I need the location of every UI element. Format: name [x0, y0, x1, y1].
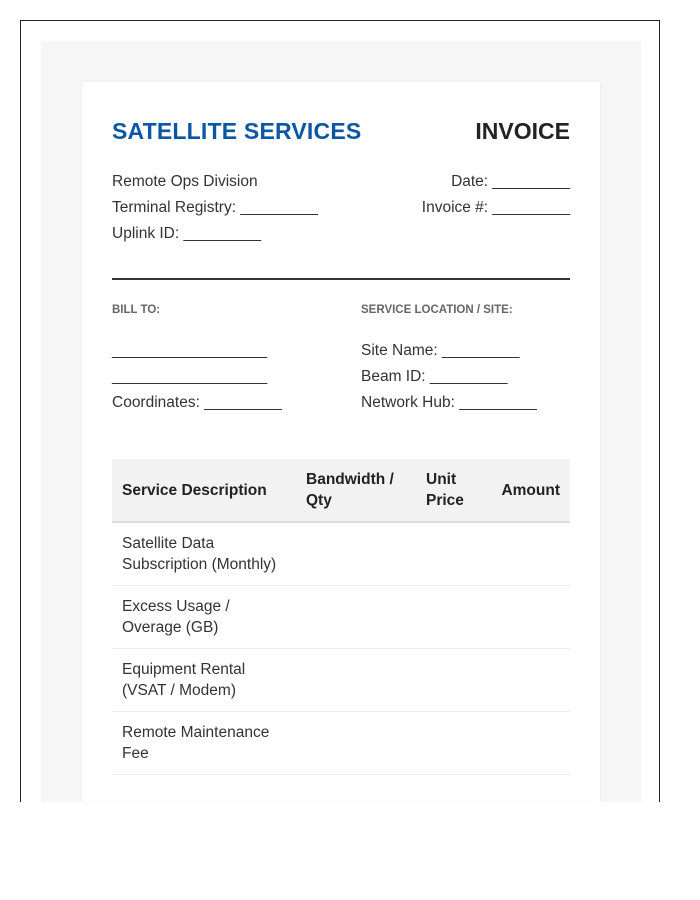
column-header-qty: Bandwidth / Qty: [296, 459, 416, 522]
column-header-description: Service Description: [112, 459, 296, 522]
row-amount: [489, 586, 570, 649]
table-row: [112, 586, 570, 649]
coordinates-line: Coordinates: _________: [112, 394, 282, 411]
table-row: [112, 522, 570, 586]
bill-to-block: [112, 338, 282, 416]
row-amount: [489, 522, 570, 586]
row-description: Excess Usage / Overage (GB): [112, 586, 296, 649]
service-location-block: [361, 338, 537, 416]
row-qty: [296, 586, 416, 649]
document-title: INVOICE: [475, 118, 570, 144]
table-row: [112, 649, 570, 712]
bill-to-heading: BILL TO:: [112, 304, 161, 316]
row-description: Satellite Data Subscription (Monthly): [112, 522, 296, 586]
header-divider: [112, 278, 570, 280]
row-qty: [296, 649, 416, 712]
bill-to-line: __________________: [112, 368, 268, 385]
date-line: Date: _________: [451, 173, 570, 190]
site-name-line: Site Name: _________: [361, 342, 520, 359]
bill-to-line: __________________: [112, 342, 268, 359]
terminal-registry-line: Terminal Registry: _________: [112, 199, 318, 216]
table-row: [112, 712, 570, 775]
row-unit-price: [416, 712, 489, 775]
row-unit-price: [416, 586, 489, 649]
row-qty: [296, 712, 416, 775]
table-header-row: [112, 459, 570, 522]
uplink-id-line: Uplink ID: _________: [112, 225, 262, 242]
invoice-number-line: Invoice #: _________: [421, 199, 570, 216]
beam-id-line: Beam ID: _________: [361, 368, 508, 385]
column-header-unit-price: Unit Price: [416, 459, 489, 522]
row-description: Equipment Rental (VSAT / Modem): [112, 649, 296, 712]
row-amount: [489, 649, 570, 712]
row-unit-price: [416, 649, 489, 712]
line-items-table: [112, 459, 570, 775]
row-amount: [489, 712, 570, 775]
invoice-sheet: [82, 82, 600, 802]
row-description: Remote Maintenance Fee: [112, 712, 296, 775]
row-unit-price: [416, 522, 489, 586]
division-line: Remote Ops Division: [112, 173, 258, 190]
invoice-meta: [422, 169, 570, 221]
network-hub-line: Network Hub: _________: [361, 394, 537, 411]
row-qty: [296, 522, 416, 586]
column-header-amount: Amount: [489, 459, 570, 522]
company-info: [112, 169, 318, 247]
company-name: SATELLITE SERVICES: [112, 118, 362, 144]
service-location-heading: SERVICE LOCATION / SITE:: [361, 304, 513, 316]
